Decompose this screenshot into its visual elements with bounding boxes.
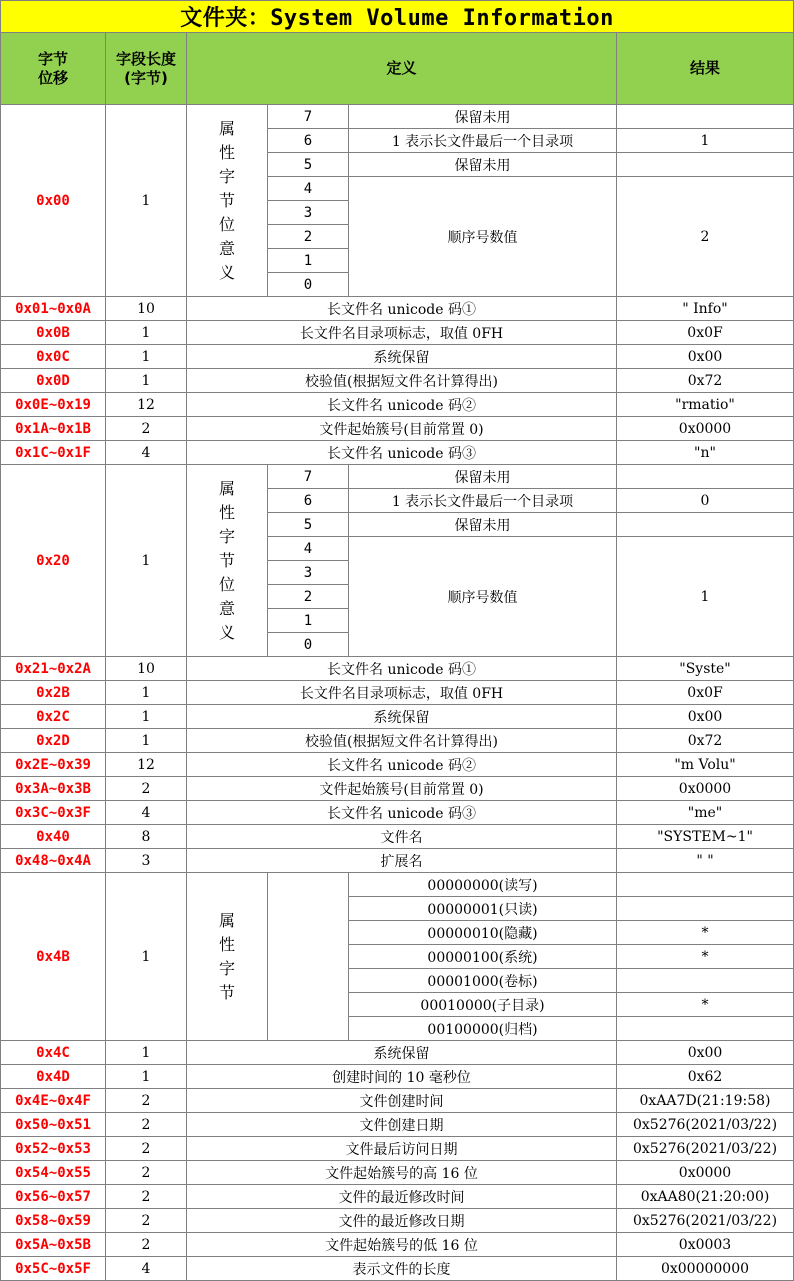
attr-value: 00010000(子目录)	[349, 993, 617, 1017]
bit-number: 5	[268, 513, 349, 537]
sequence-description: 顺序号数值	[349, 537, 617, 657]
field-length: 2	[106, 1137, 187, 1161]
bit-number: 2	[268, 225, 349, 249]
table-row	[1, 1209, 794, 1233]
field-result: 0x00	[617, 345, 794, 369]
field-result: 0x0000	[617, 417, 794, 441]
field-length: 2	[106, 1089, 187, 1113]
attr-meaning-text: 属性字节位意义	[218, 478, 235, 642]
attr-result	[617, 897, 794, 921]
header-definition: 定义	[187, 33, 617, 105]
table-row	[1, 321, 794, 345]
field-result: 0x00	[617, 1041, 794, 1065]
table-row	[1, 1137, 794, 1161]
field-offset: 0x50~0x51	[1, 1113, 106, 1137]
entry-length: 1	[106, 105, 187, 297]
table-row	[1, 657, 794, 681]
field-offset: 0x52~0x53	[1, 1137, 106, 1161]
field-result: " Info"	[617, 297, 794, 321]
attr-bit-row	[1, 465, 794, 489]
field-definition: 长文件名 unicode 码③	[187, 441, 617, 465]
bit-description: 保留未用	[349, 513, 617, 537]
field-length: 4	[106, 1257, 187, 1281]
field-definition: 长文件名 unicode 码①	[187, 657, 617, 681]
bit-result	[617, 153, 794, 177]
bit-number: 7	[268, 465, 349, 489]
field-offset: 0x0D	[1, 369, 106, 393]
field-length: 1	[106, 1041, 187, 1065]
bit-number: 6	[268, 129, 349, 153]
field-offset: 0x48~0x4A	[1, 849, 106, 873]
field-result: 0x0F	[617, 321, 794, 345]
bit-result: 1	[617, 129, 794, 153]
table-row	[1, 1257, 794, 1281]
field-length: 1	[106, 681, 187, 705]
field-offset: 0x4C	[1, 1041, 106, 1065]
sequence-result: 1	[617, 537, 794, 657]
table-row	[1, 345, 794, 369]
field-definition: 长文件名 unicode 码①	[187, 297, 617, 321]
attr-value: 00000000(读写)	[349, 873, 617, 897]
field-definition: 文件起始簇号的低 16 位	[187, 1233, 617, 1257]
field-definition: 长文件名目录项标志，取值 0FH	[187, 681, 617, 705]
attr-value: 00001000(卷标)	[349, 969, 617, 993]
table-row	[1, 849, 794, 873]
field-definition: 长文件名目录项标志，取值 0FH	[187, 321, 617, 345]
field-offset: 0x2C	[1, 705, 106, 729]
attr-value: 00000100(系统)	[349, 945, 617, 969]
table-row	[1, 1161, 794, 1185]
header-result: 结果	[617, 33, 794, 105]
attr-bit-row	[1, 105, 794, 129]
field-definition: 系统保留	[187, 705, 617, 729]
attr-offset: 0x4B	[1, 873, 106, 1041]
bit-description: 保留未用	[349, 153, 617, 177]
attr-meaning-text: 属性字节位意义	[218, 118, 235, 282]
field-definition: 系统保留	[187, 1041, 617, 1065]
table-row	[1, 777, 794, 801]
field-definition: 校验值(根据短文件名计算得出)	[187, 369, 617, 393]
sequence-description: 顺序号数值	[349, 177, 617, 297]
field-definition: 文件最后访问日期	[187, 1137, 617, 1161]
field-result: 0xAA80(21:20:00)	[617, 1185, 794, 1209]
field-length: 10	[106, 297, 187, 321]
table-row	[1, 681, 794, 705]
entry-length: 1	[106, 465, 187, 657]
field-definition: 文件起始簇号的高 16 位	[187, 1161, 617, 1185]
field-length: 1	[106, 321, 187, 345]
field-result: 0x72	[617, 729, 794, 753]
sequence-result: 2	[617, 177, 794, 297]
attr-length: 1	[106, 873, 187, 1041]
bit-number: 0	[268, 273, 349, 297]
field-definition: 扩展名	[187, 849, 617, 873]
bit-number: 4	[268, 537, 349, 561]
attr-byte-label	[187, 873, 268, 1041]
bit-number: 7	[268, 105, 349, 129]
field-result: 0x00	[617, 705, 794, 729]
bit-number: 1	[268, 249, 349, 273]
field-offset: 0x01~0x0A	[1, 297, 106, 321]
field-result: "rmatio"	[617, 393, 794, 417]
field-offset: 0x2E~0x39	[1, 753, 106, 777]
header-offset: 字节位移	[1, 33, 106, 105]
field-result: 0x0003	[617, 1233, 794, 1257]
table-row	[1, 1233, 794, 1257]
bit-description: 1 表示长文件最后一个目录项	[349, 129, 617, 153]
table-row	[1, 1185, 794, 1209]
field-offset: 0x0E~0x19	[1, 393, 106, 417]
table-row	[1, 801, 794, 825]
field-definition: 长文件名 unicode 码③	[187, 801, 617, 825]
field-result: 0x5276(2021/03/22)	[617, 1113, 794, 1137]
bit-number: 6	[268, 489, 349, 513]
field-definition: 文件的最近修改时间	[187, 1185, 617, 1209]
table-row	[1, 441, 794, 465]
attr-value: 00000010(隐藏)	[349, 921, 617, 945]
header-length: 字段长度(字节)	[106, 33, 187, 105]
bit-result	[617, 465, 794, 489]
field-result: " "	[617, 849, 794, 873]
field-definition: 文件创建日期	[187, 1113, 617, 1137]
bit-number: 3	[268, 561, 349, 585]
field-definition: 表示文件的长度	[187, 1257, 617, 1281]
entry-offset: 0x00	[1, 105, 106, 297]
bit-number: 3	[268, 201, 349, 225]
field-offset: 0x2D	[1, 729, 106, 753]
field-offset: 0x2B	[1, 681, 106, 705]
field-length: 4	[106, 441, 187, 465]
table-row	[1, 297, 794, 321]
attr-value: 00100000(归档)	[349, 1017, 617, 1041]
field-result: 0x0000	[617, 1161, 794, 1185]
field-definition: 校验值(根据短文件名计算得出)	[187, 729, 617, 753]
attr-result	[617, 873, 794, 897]
field-length: 2	[106, 1209, 187, 1233]
attr-result: *	[617, 921, 794, 945]
table-row	[1, 729, 794, 753]
field-offset: 0x4D	[1, 1065, 106, 1089]
field-length: 2	[106, 1161, 187, 1185]
field-offset: 0x40	[1, 825, 106, 849]
field-offset: 0x54~0x55	[1, 1161, 106, 1185]
table-row	[1, 825, 794, 849]
bit-number: 4	[268, 177, 349, 201]
field-offset: 0x5C~0x5F	[1, 1257, 106, 1281]
attr-result: *	[617, 945, 794, 969]
field-length: 1	[106, 369, 187, 393]
bit-number: 2	[268, 585, 349, 609]
bit-description: 保留未用	[349, 105, 617, 129]
field-definition: 系统保留	[187, 345, 617, 369]
field-offset: 0x58~0x59	[1, 1209, 106, 1233]
field-length: 12	[106, 393, 187, 417]
table-row	[1, 753, 794, 777]
field-offset: 0x3A~0x3B	[1, 777, 106, 801]
field-offset: 0x56~0x57	[1, 1185, 106, 1209]
field-offset: 0x1A~0x1B	[1, 417, 106, 441]
field-result: 0x62	[617, 1065, 794, 1089]
entry-offset: 0x20	[1, 465, 106, 657]
field-length: 2	[106, 1113, 187, 1137]
attr-value: 00000001(只读)	[349, 897, 617, 921]
field-definition: 文件起始簇号(目前常置 0)	[187, 777, 617, 801]
table-row	[1, 369, 794, 393]
table-row	[1, 417, 794, 441]
field-result: 0x00000000	[617, 1257, 794, 1281]
bit-number: 0	[268, 633, 349, 657]
field-offset: 0x3C~0x3F	[1, 801, 106, 825]
attr-blank-cell	[268, 873, 349, 1041]
field-result: "me"	[617, 801, 794, 825]
field-definition: 文件起始簇号(目前常置 0)	[187, 417, 617, 441]
field-offset: 0x21~0x2A	[1, 657, 106, 681]
bit-description: 保留未用	[349, 465, 617, 489]
bit-number: 1	[268, 609, 349, 633]
field-definition: 文件的最近修改日期	[187, 1209, 617, 1233]
table-row	[1, 1041, 794, 1065]
bit-number: 5	[268, 153, 349, 177]
field-definition: 长文件名 unicode 码②	[187, 393, 617, 417]
field-length: 1	[106, 1065, 187, 1089]
field-length: 2	[106, 1185, 187, 1209]
table-row	[1, 393, 794, 417]
table-row	[1, 1113, 794, 1137]
field-result: "Syste"	[617, 657, 794, 681]
attr-byte-text: 属性字节	[218, 910, 235, 1002]
field-length: 2	[106, 777, 187, 801]
field-length: 10	[106, 657, 187, 681]
attr-value-row	[1, 873, 794, 897]
field-offset: 0x5A~0x5B	[1, 1233, 106, 1257]
table-row	[1, 1089, 794, 1113]
field-length: 1	[106, 729, 187, 753]
bit-result	[617, 105, 794, 129]
field-result: "n"	[617, 441, 794, 465]
bit-result	[617, 513, 794, 537]
attr-result	[617, 1017, 794, 1041]
field-result: 0xAA7D(21:19:58)	[617, 1089, 794, 1113]
field-offset: 0x0C	[1, 345, 106, 369]
attr-meaning-label	[187, 105, 268, 297]
field-length: 12	[106, 753, 187, 777]
field-length: 1	[106, 705, 187, 729]
field-result: 0x0F	[617, 681, 794, 705]
attr-result	[617, 969, 794, 993]
field-definition: 创建时间的 10 毫秒位	[187, 1065, 617, 1089]
field-result: 0x0000	[617, 777, 794, 801]
attr-result: *	[617, 993, 794, 1017]
field-length: 8	[106, 825, 187, 849]
table-row	[1, 705, 794, 729]
field-offset: 0x0B	[1, 321, 106, 345]
field-result: 0x5276(2021/03/22)	[617, 1209, 794, 1233]
field-length: 2	[106, 1233, 187, 1257]
field-result: "m Volu"	[617, 753, 794, 777]
field-result: 0x5276(2021/03/22)	[617, 1137, 794, 1161]
field-definition: 长文件名 unicode 码②	[187, 753, 617, 777]
field-result: 0x72	[617, 369, 794, 393]
bit-description: 1 表示长文件最后一个目录项	[349, 489, 617, 513]
field-definition: 文件创建时间	[187, 1089, 617, 1113]
field-length: 1	[106, 345, 187, 369]
sheet-title: 文件夹：System Volume Information	[1, 1, 794, 33]
field-length: 3	[106, 849, 187, 873]
field-length: 2	[106, 417, 187, 441]
bit-result: 0	[617, 489, 794, 513]
field-definition: 文件名	[187, 825, 617, 849]
field-length: 4	[106, 801, 187, 825]
attr-meaning-label	[187, 465, 268, 657]
field-offset: 0x1C~0x1F	[1, 441, 106, 465]
field-result: "SYSTEM~1"	[617, 825, 794, 849]
field-offset: 0x4E~0x4F	[1, 1089, 106, 1113]
table-row	[1, 1065, 794, 1089]
